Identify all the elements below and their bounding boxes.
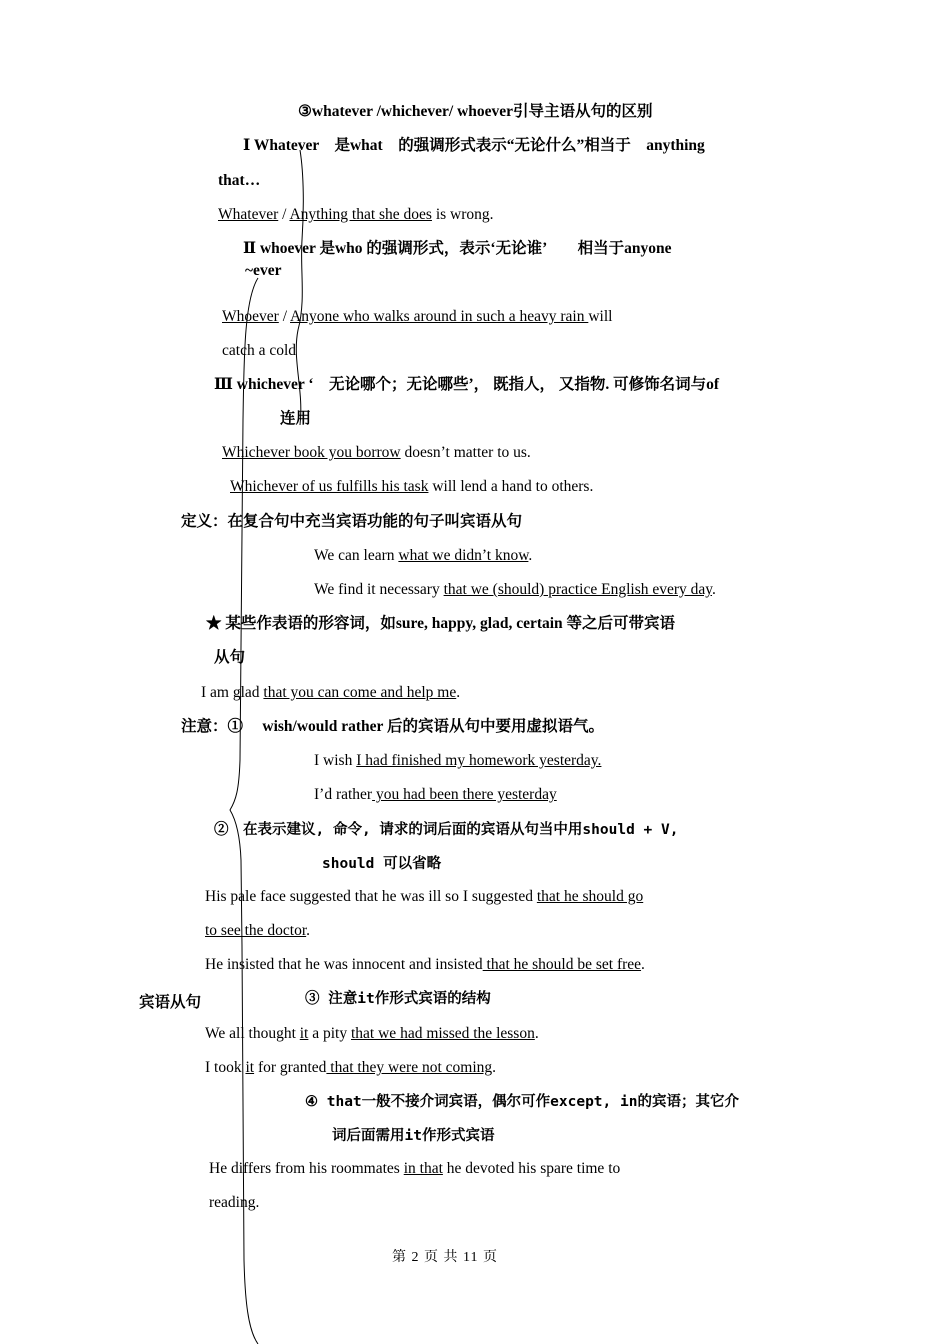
example-8 bbox=[314, 751, 601, 771]
example-3 bbox=[222, 443, 531, 463]
example-7-part-c: . bbox=[456, 684, 461, 701]
example-13-part-e: . bbox=[492, 1059, 496, 1076]
example-11-part-c: . bbox=[641, 956, 645, 973]
note-2-line-1: ② 在表示建议, 命令, 请求的词后面的宾语从句当中用should + V, bbox=[214, 822, 679, 838]
note-4-line-1: ④ that一般不接介词宾语，偶尔可作except, in的宾语；其它介 bbox=[305, 1094, 739, 1110]
example-14-part-c: he devoted his spare time to bbox=[442, 1160, 621, 1177]
example-3-part-a: Whichever book you borrow bbox=[222, 444, 401, 461]
example-11 bbox=[205, 955, 645, 975]
example-7 bbox=[201, 683, 460, 703]
example-10-line-2-text: to see the doctor bbox=[205, 922, 307, 939]
example-6-part-c: . bbox=[712, 581, 716, 598]
item-1-line-2: that… bbox=[218, 172, 261, 189]
example-7-part-a: I am glad bbox=[201, 684, 264, 701]
example-3-part-b: doesn’t matter to us. bbox=[400, 444, 531, 461]
example-9-part-b: you had been there yesterday bbox=[372, 786, 557, 803]
example-2-part-b: / bbox=[278, 308, 291, 325]
example-2-part-a: Whoever bbox=[222, 308, 279, 325]
example-14-part-a: He differs from his roommates bbox=[209, 1160, 404, 1177]
example-5 bbox=[314, 546, 532, 566]
example-5-part-a: We can learn bbox=[314, 547, 399, 564]
example-10-part-a: His pale face suggested that he was ill so I suggested bbox=[205, 888, 537, 905]
example-2-part-c: Anyone who walks around in such a heavy rain bbox=[290, 308, 589, 325]
example-13 bbox=[205, 1058, 496, 1078]
example-11-part-a: He insisted that he was innocent and insisted bbox=[205, 956, 483, 973]
example-4-part-a: Whichever of us fulfills his task bbox=[230, 478, 429, 495]
page-footer: 第 2 页 共 11 页 bbox=[392, 1250, 498, 1265]
example-14-line-2: reading. bbox=[209, 1194, 260, 1211]
example-12-part-d: that we had missed the lesson bbox=[351, 1025, 535, 1042]
example-9-part-a: I’d rather bbox=[314, 786, 373, 803]
example-12-part-e: . bbox=[534, 1025, 539, 1042]
note-1: 注意：① wish/would rather 后的宾语从句中要用虚拟语气。 bbox=[181, 718, 604, 735]
example-4 bbox=[230, 477, 593, 497]
example-13-part-a: I took bbox=[205, 1059, 246, 1076]
example-12-part-b: it bbox=[299, 1025, 309, 1042]
side-label: 宾语从句 bbox=[139, 994, 202, 1011]
item-3-line-2: 连用 bbox=[280, 410, 312, 427]
example-8-part-a: I wish bbox=[314, 752, 357, 769]
example-1 bbox=[218, 205, 494, 225]
item-1-line-1: Ⅰ Whatever 是what 的强调形式表示“无论什么”相当于 anything bbox=[243, 137, 705, 154]
example-9 bbox=[314, 785, 557, 805]
example-1-part-d: is wrong. bbox=[431, 206, 494, 223]
example-13-part-b: it bbox=[245, 1059, 255, 1076]
item-3-line-1: Ⅲ whichever ‘ 无论哪个；无论哪些’， 既指人， 又指物. 可修饰名词与of bbox=[214, 376, 720, 393]
example-8-part-b: I had finished my homework yesterday. bbox=[356, 752, 602, 769]
note-3: ③ 注意it作形式宾语的结构 bbox=[305, 991, 491, 1007]
example-10-line-2 bbox=[205, 921, 310, 941]
example-2-part-d: will bbox=[588, 308, 613, 325]
example-12 bbox=[205, 1024, 539, 1044]
example-4-part-b: will lend a hand to others. bbox=[428, 478, 594, 495]
example-14-part-b: in that bbox=[403, 1160, 443, 1177]
example-2 bbox=[222, 307, 612, 327]
example-10-part-c: . bbox=[306, 922, 311, 939]
item-2-line-1: Ⅱ whoever 是who 的强调形式，表示‘无论谁’ 相当于anyone bbox=[243, 240, 672, 257]
example-1-part-b: / bbox=[278, 206, 290, 223]
star-note-line-2: 从句 bbox=[214, 649, 246, 666]
example-12-part-a: We all thought bbox=[205, 1025, 300, 1042]
example-6 bbox=[314, 580, 716, 600]
example-5-part-b: what we didn’t know bbox=[398, 547, 529, 564]
example-7-part-b: that you can come and help me bbox=[263, 684, 457, 701]
example-6-part-b: that we (should) practice English every day bbox=[443, 581, 713, 598]
example-1-part-c: Anything that she does bbox=[289, 206, 432, 223]
example-10-part-b: that he should go bbox=[536, 888, 644, 905]
example-12-part-c: a pity bbox=[308, 1025, 351, 1042]
note-4-line-2: 词后面需用it作形式宾语 bbox=[332, 1128, 495, 1144]
section-heading: ③whatever /whichever/ whoever引导主语从句的区别 bbox=[298, 103, 653, 120]
item-2-line-2: ~ever bbox=[245, 262, 282, 279]
example-6-part-a: We find it necessary bbox=[314, 581, 444, 598]
example-13-part-d: that they were not coming bbox=[326, 1059, 493, 1076]
definition: 定义：在复合句中充当宾语功能的句子叫宾语从句 bbox=[181, 513, 523, 530]
example-14 bbox=[209, 1159, 620, 1179]
example-2-line-2: catch a cold bbox=[222, 342, 297, 359]
example-13-part-c: for granted bbox=[254, 1059, 327, 1076]
example-5-part-c: . bbox=[528, 547, 533, 564]
example-1-part-a: Whatever bbox=[218, 206, 279, 223]
example-11-part-b: that he should be set free bbox=[482, 956, 642, 973]
note-2-line-2: should 可以省略 bbox=[322, 856, 442, 872]
example-10 bbox=[205, 887, 643, 907]
star-note-line-1: ★ 某些作表语的形容词，如sure, happy, glad, certain 等之后可带宾语 bbox=[206, 615, 676, 632]
